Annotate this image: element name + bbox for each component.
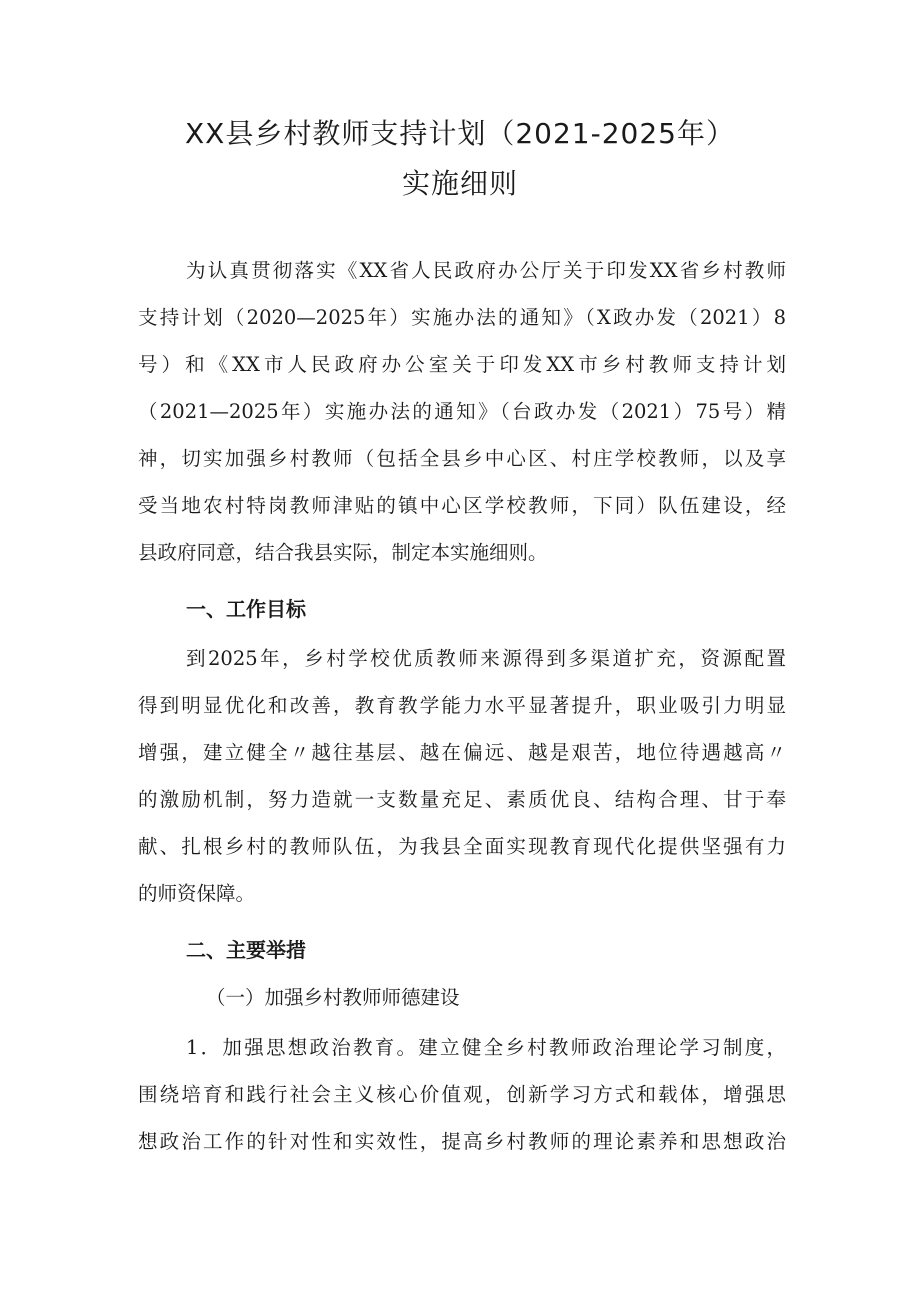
section-heading-measures: 二、主要举措 xyxy=(186,938,306,962)
intro-line: 受当地农村特岗教师津贴的镇中心区学校教师，下同）队伍建设，经 xyxy=(138,494,786,517)
goals-line: 的师资保障。 xyxy=(138,882,256,905)
intro-line: 为认真贯彻落实《XX省人民政府办公厅关于印发XX省乡村教师 xyxy=(186,259,786,282)
intro-line: 号）和《XX市人民政府办公室关于印发XX市乡村教师支持计划 xyxy=(138,353,786,376)
document-title-line-1: XX县乡村教师支持计划（2021-2025年） xyxy=(185,117,735,150)
goals-line: 到2025年，乡村学校优质教师来源得到多渠道扩充，资源配置 xyxy=(186,647,786,670)
measures-line: 1．加强思想政治教育。建立健全乡村教师政治理论学习制度， xyxy=(186,1036,786,1059)
goals-line: 的激励机制，努力造就一支数量充足、素质优良、结构合理、甘于奉 xyxy=(138,788,786,811)
intro-line: （2021—2025年）实施办法的通知》（台政办发（2021）75号）精 xyxy=(138,400,786,423)
goals-line: 增强，建立健全〃越往基层、越在偏远、越是艰苦，地位待遇越高〃 xyxy=(138,741,786,764)
intro-line: 支持计划（2020—2025年）实施办法的通知》（X政办发（2021）8 xyxy=(138,306,786,329)
measures-line: 围绕培育和践行社会主义核心价值观，创新学习方式和载体，增强思 xyxy=(138,1083,786,1106)
goals-line: 献、扎根乡村的教师队伍，为我县全面实现教育现代化提供坚强有力 xyxy=(138,835,786,858)
intro-line: 县政府同意，结合我县实际，制定本实施细则。 xyxy=(138,541,548,564)
document-title-line-2: 实施细则 xyxy=(401,167,518,200)
section-heading-goals: 一、工作目标 xyxy=(186,597,306,621)
measures-line: 想政治工作的针对性和实效性，提高乡村教师的理论素养和思想政治 xyxy=(138,1130,786,1153)
intro-line: 神，切实加强乡村教师（包括全县乡中心区、村庄学校教师，以及享 xyxy=(138,447,786,470)
goals-line: 得到明显优化和改善，教育教学能力水平显著提升，职业吸引力明显 xyxy=(138,694,786,717)
subsection-heading-ethics: （一）加强乡村教师师德建设 xyxy=(206,986,460,1009)
